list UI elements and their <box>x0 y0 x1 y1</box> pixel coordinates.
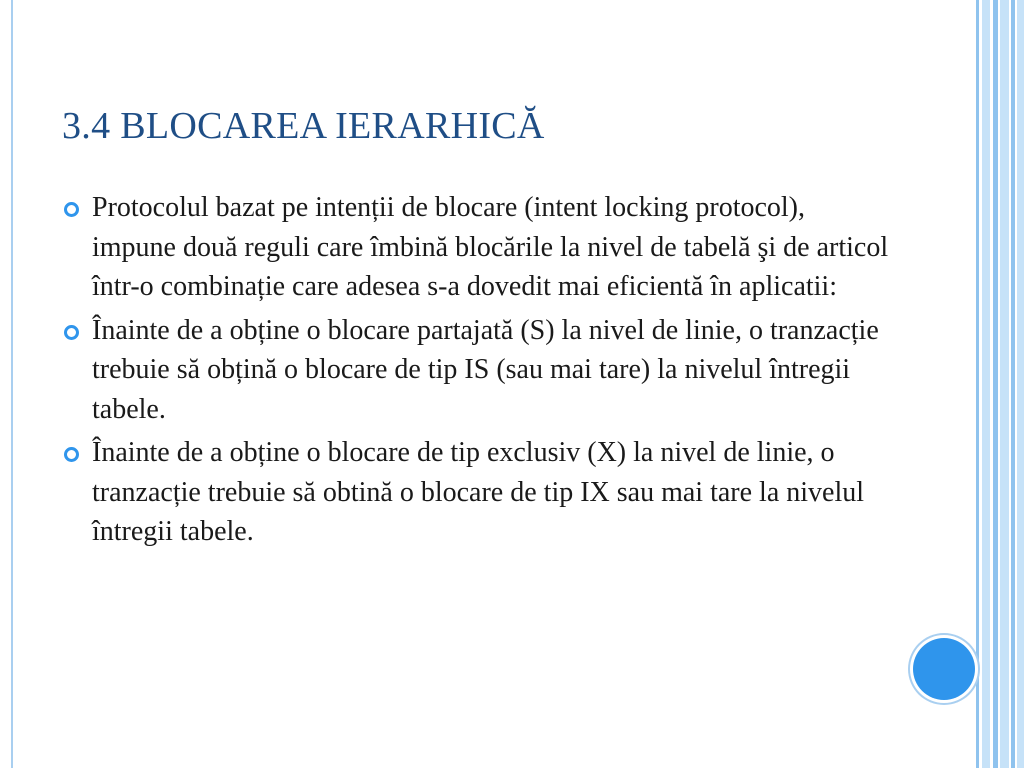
bullet-text: Înainte de a obține o blocare de tip exclusiv (X) la nivel de linie, o tranzacție trebuie să obtină o blocare de tip IX sau mai tare la nivelul întregii tabele. <box>92 437 865 547</box>
decorative-circle <box>913 638 975 700</box>
right-stripe <box>1017 0 1024 768</box>
circle-bullet-icon <box>64 447 79 462</box>
bullet-text: Protocolul bazat pe intenții de blocare (intent locking protocol), impune două reguli care îmbină blocările la nivel de tabelă şi de articol într-o combinație care adesea s-a dovedit mai eficientă în aplicatii: <box>92 192 889 302</box>
slide-title: 3.4 BLOCAREA IERARHICĂ <box>62 105 545 147</box>
left-border-line <box>11 0 13 768</box>
bullet-list <box>62 188 892 556</box>
bullet-item <box>62 433 892 552</box>
bullet-item <box>62 188 892 307</box>
right-stripe <box>1011 0 1015 768</box>
bullet-item <box>62 311 892 430</box>
right-stripe <box>1000 0 1009 768</box>
circle-bullet-icon <box>64 325 79 340</box>
right-stripe <box>982 0 990 768</box>
right-stripe <box>993 0 998 768</box>
circle-bullet-icon <box>64 202 79 217</box>
bullet-text: Înainte de a obține o blocare partajată (S) la nivel de linie, o tranzacție trebuie să obțină o blocare de tip IS (sau mai tare) la nivelul întregii tabele. <box>92 314 879 425</box>
right-stripe <box>976 0 979 768</box>
